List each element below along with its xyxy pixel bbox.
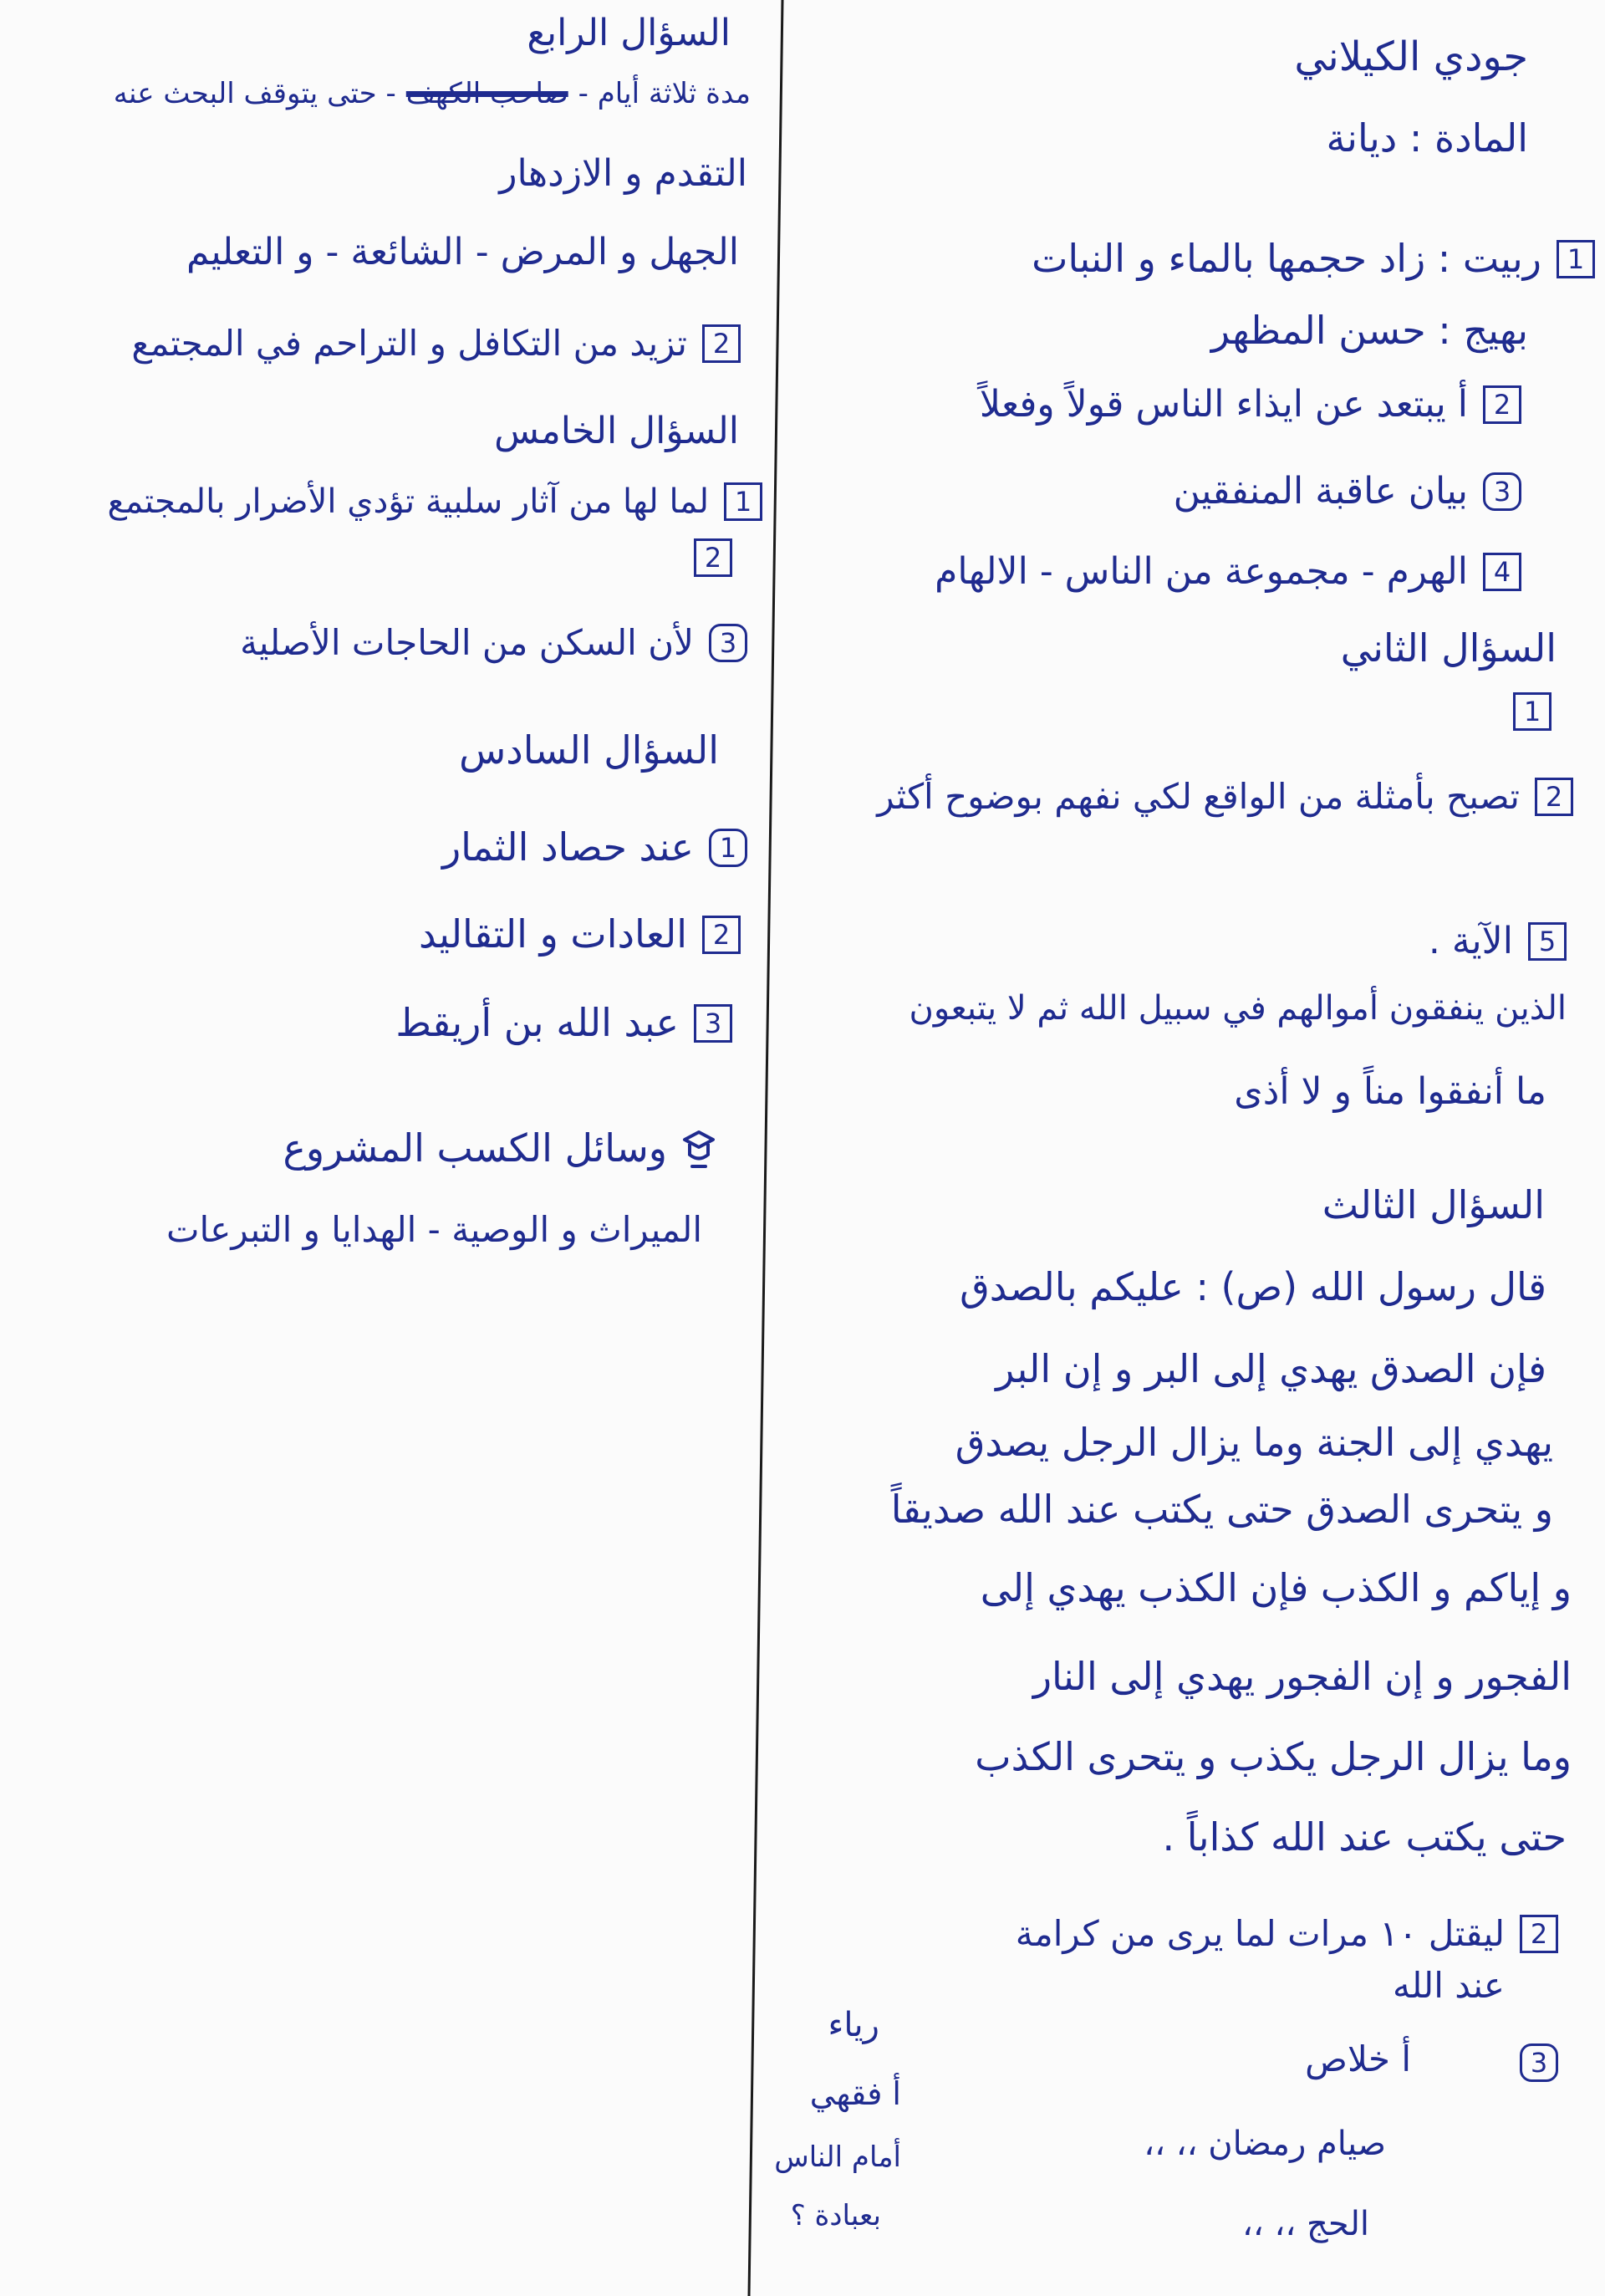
- answer-number-box: 3: [1520, 2043, 1558, 2082]
- q5-answer-3: [240, 622, 747, 664]
- answer-number-box: 2: [1535, 778, 1573, 816]
- answer-text: ربيت : زاد حجمها بالماء و النبات: [1032, 236, 1541, 281]
- q6-title: السؤال السادس: [459, 727, 719, 773]
- hadith-line: يهدي إلى الجنة وما يزال الرجل يصدق: [955, 1420, 1553, 1465]
- answer-number-box: 1: [724, 482, 762, 521]
- q1-answer-1: [1032, 236, 1595, 282]
- hadith-line: و إياكم و الكذب فإن الكذب يهدي إلى: [980, 1565, 1572, 1610]
- hadith-line: وما يزال الرجل يكذب و يتحرى الكذب: [975, 1734, 1572, 1779]
- answer-number-box: 2: [702, 916, 741, 954]
- q3-title: السؤال الثالث: [1322, 1182, 1545, 1227]
- q1-answer-2: [980, 383, 1521, 427]
- answer-text: تزيد من التكافل و التراحم في المجتمع: [131, 323, 687, 364]
- q4-answer-line: الجهل و المرض - الشائعة - و التعليم: [186, 231, 739, 273]
- hadith-line: فإن الصدق يهدي إلى البر و إن البر: [996, 1346, 1546, 1391]
- riya-example: بعبادة ؟: [790, 2199, 881, 2232]
- earning-heading: [283, 1125, 716, 1171]
- q6-answer-2: [419, 911, 741, 957]
- verse-line: ما أنفقوا مناً و لا أذى: [1234, 1070, 1546, 1113]
- q6-answer-1: [442, 824, 747, 870]
- ikhlas-example: الحج ،، ،،: [1241, 2205, 1369, 2243]
- answer-text: الآية .: [1428, 920, 1513, 962]
- q2-answer-1: [1513, 692, 1552, 731]
- q2-answer-2: [877, 776, 1573, 818]
- riya-example: أمام الناس: [774, 2140, 901, 2174]
- q2-title: السؤال الثاني: [1340, 625, 1557, 671]
- answer-text: لأن السكن من الحاجات الأصلية: [240, 622, 694, 663]
- riya-example: أ فقهي: [809, 2075, 901, 2112]
- q4-title: السؤال الرابع: [527, 12, 731, 54]
- hadith-line: و يتحرى الصدق حتى يكتب عند الله صديقاً: [890, 1487, 1553, 1532]
- answer-text: أ يبتعد عن ايذاء الناس قولاً وفعلاً: [979, 383, 1468, 426]
- q3-answer-3: [1520, 2043, 1558, 2082]
- q4-answer-1: [114, 77, 751, 111]
- answer-text: بيان عاقبة المنفقين: [1173, 470, 1468, 513]
- mortarboard-icon: [682, 1128, 716, 1170]
- ikhlas-example: صيام رمضان ،، ،،: [1144, 2125, 1386, 2163]
- subject-line: المادة : ديانة: [1326, 115, 1528, 161]
- answer-text: عبد الله بن أريقط: [395, 1000, 679, 1045]
- answer-number-box: 2: [702, 324, 741, 363]
- answer-number-box: 2: [1483, 385, 1521, 424]
- answer-text: مدة ثلاثة أيام -: [578, 77, 751, 110]
- answer-number-box: 1: [709, 829, 747, 867]
- q4-answer-2: [131, 323, 741, 365]
- answer-text: عند حصاد الثمار: [441, 824, 694, 870]
- hadith-line: الفجور و إن الفجور يهدي إلى النار: [1032, 1654, 1572, 1699]
- answer-number-box: 2: [1520, 1915, 1558, 1953]
- answer-number-box: 3: [694, 1004, 732, 1043]
- q1-answer-3: [1174, 470, 1521, 514]
- answer-number-box: 3: [709, 624, 747, 662]
- q3-answer-2: [1016, 1913, 1558, 1955]
- answer-number-box: 1: [1513, 692, 1552, 731]
- q5-answer-1: [107, 482, 762, 522]
- answer-text: - حتى يتوقف البحث عنه: [113, 77, 396, 110]
- answer-text: ليقتل ١٠ مرات لما يرى من كرامة: [1015, 1913, 1505, 1954]
- q1-answer-4: [935, 550, 1521, 594]
- answer-number-box: 4: [1483, 553, 1521, 591]
- answer-text: تصبح بأمثلة من الواقع لكي نفهم بوضوح أكثر: [877, 776, 1520, 817]
- answer-text: العادات و التقاليد: [418, 911, 687, 957]
- q4-answer-line: التقدم و الازدهار: [499, 152, 747, 195]
- q5-answer-2: [694, 538, 732, 577]
- earning-title: وسائل الكسب المشروع: [283, 1125, 667, 1171]
- earning-answer: الميراث و الوصية - الهدايا و التبرعات: [166, 1209, 702, 1250]
- crossed-out-text: صاحب الكهف: [405, 77, 568, 110]
- q2-answer-5: [1429, 920, 1567, 964]
- hadith-line: حتى يكتب عند الله كذاباً .: [1162, 1814, 1567, 1860]
- answer-number-box: 5: [1528, 922, 1567, 961]
- riya-heading: رياء: [828, 2006, 879, 2044]
- q6-answer-3: [395, 1000, 732, 1046]
- hadith-line: قال رسول الله (ص) : عليكم بالصدق: [960, 1264, 1546, 1309]
- answer-text: لما لها من آثار سلبية تؤدي الأضرار بالمجتمع: [107, 482, 709, 521]
- q3-answer-2-continued: عند الله: [1392, 1965, 1505, 2006]
- q1-answer-1-continued: بهيج : حسن المظهر: [1210, 308, 1528, 353]
- q5-title: السؤال الخامس: [494, 410, 739, 452]
- answer-number-box: 1: [1557, 240, 1595, 278]
- verse-line: الذين ينفقون أموالهم في سبيل الله ثم لا يتبعون: [909, 989, 1567, 1028]
- ikhlas-heading: أ خلاص: [1305, 2038, 1411, 2079]
- answer-text: الهرم - مجموعة من الناس - الالهام: [935, 550, 1468, 593]
- answer-number-box: 2: [694, 538, 732, 577]
- student-name: جودي الكيلاني: [1294, 33, 1528, 80]
- answer-number-box: 3: [1483, 472, 1521, 511]
